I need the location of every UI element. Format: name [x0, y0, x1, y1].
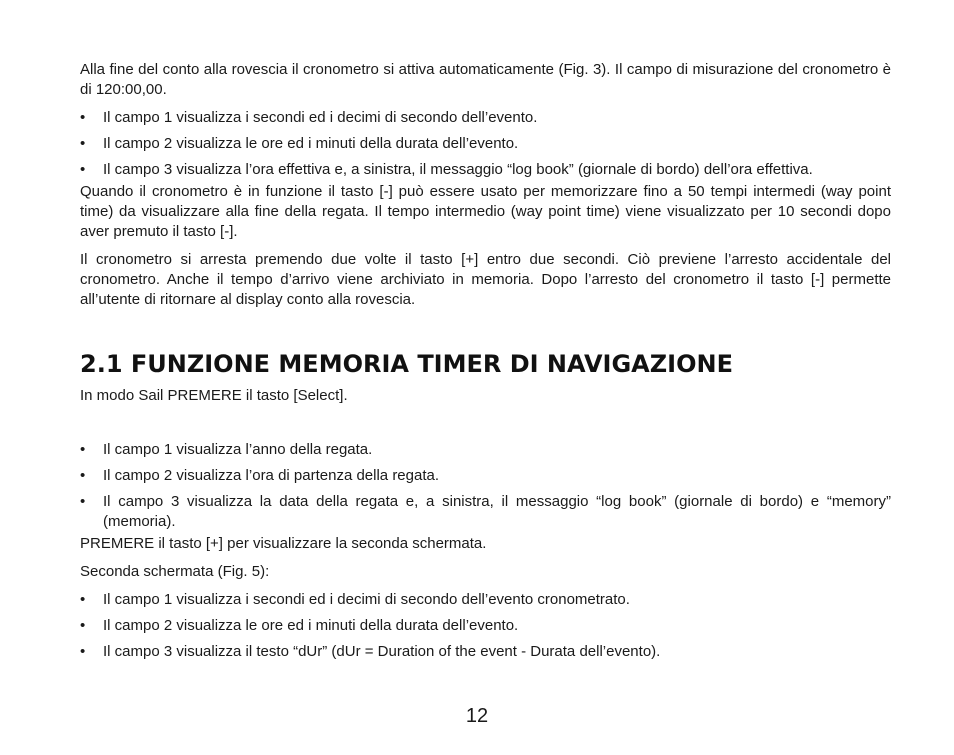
bullet: • — [80, 161, 86, 178]
stopwatch-fields-list — [80, 108, 891, 180]
intro-paragraph: Alla fine del conto alla rovescia il cronometro si attiva automaticamente (Fig. 3). Il campo di misurazione del cronometro è di 120:00,00. — [80, 61, 891, 98]
list-item: • Il campo 2 visualizza le ore ed i minuti della durata dell’evento. — [80, 617, 519, 634]
section-heading: 2.1 FUNZIONE MEMORIA TIMER DI NAVIGAZIONE — [80, 350, 733, 378]
list-item: • Il campo 2 visualizza le ore ed i minuti della durata dell’evento. — [80, 135, 519, 152]
spacer — [80, 406, 891, 440]
bullet: • — [80, 441, 86, 458]
page-content — [80, 60, 891, 668]
bullet: • — [80, 591, 86, 608]
section-intro: In modo Sail PREMERE il tasto [Select]. — [80, 387, 348, 404]
page-number: 12 — [465, 705, 489, 727]
list-item: • Il campo 3 visualizza la data della regata e, a sinistra, il messaggio “log book” (giornale di bordo) e “memory” (memoria). — [80, 493, 891, 530]
bullet: • — [80, 617, 86, 634]
second-screen-list — [80, 590, 891, 662]
memory-fields-list — [80, 440, 891, 532]
bullet: • — [80, 493, 86, 510]
bullet: • — [80, 467, 86, 484]
second-screen-paragraph: Seconda schermata (Fig. 5): — [80, 563, 270, 580]
list-item: • Il campo 3 visualizza l’ora effettiva e, a sinistra, il messaggio “log book” (giornale di bordo) dell’ora effettiva. — [80, 161, 813, 178]
press-plus-paragraph: PREMERE il tasto [+] per visualizzare la seconda schermata. — [80, 535, 487, 552]
list-item: • Il campo 2 visualizza l’ora di partenza della regata. — [80, 467, 440, 484]
bullet: • — [80, 109, 86, 126]
list-item: • Il campo 1 visualizza i secondi ed i decimi di secondo dell’evento. — [80, 109, 538, 126]
bullet: • — [80, 135, 86, 152]
list-item: • Il campo 1 visualizza i secondi ed i decimi di secondo dell’evento cronometrato. — [80, 591, 630, 608]
bullet: • — [80, 643, 86, 660]
stop-paragraph: Il cronometro si arresta premendo due volte il tasto [+] entro due secondi. Ciò previene l’arresto accidentale del cronometro. Anche il tempo d’arrivo viene archiviato in memoria. Dopo l’arresto del cronometro il tasto [-] permette all’utente di ritornare al display conto alla rovescia. — [80, 251, 891, 308]
waypoint-paragraph: Quando il cronometro è in funzione il tasto [-] può essere usato per memorizzare fino a 50 tempi intermedi (way point time) da visualizzare alla fine della regata. Il tempo intermedio (way point time) viene visualizzato per 10 secondi dopo aver premuto il tasto [-]. — [80, 183, 891, 240]
list-item: • Il campo 3 visualizza il testo “dUr” (dUr = Duration of the event - Durata dell’evento). — [80, 643, 661, 660]
list-item: • Il campo 1 visualizza l’anno della regata. — [80, 441, 373, 458]
